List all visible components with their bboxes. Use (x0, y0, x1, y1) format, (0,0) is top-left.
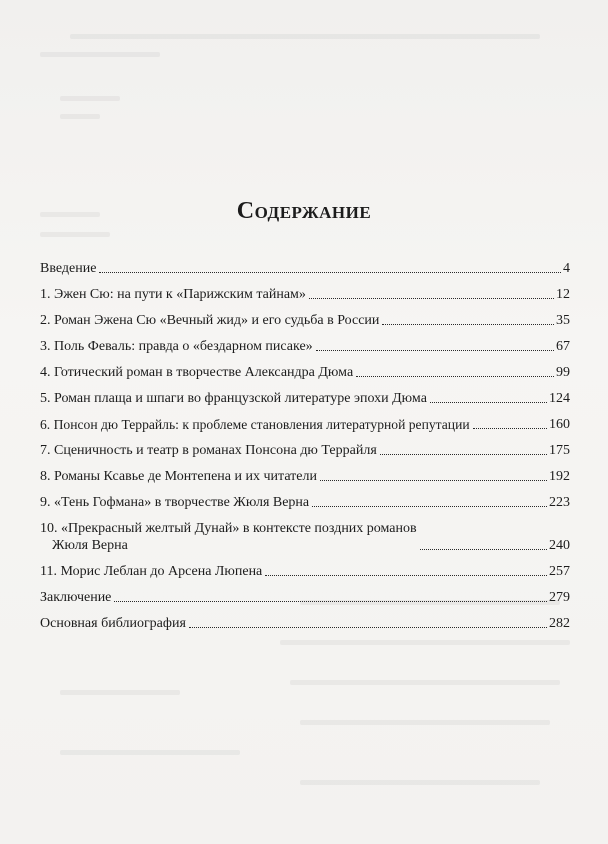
toc-entry-label: 3. Поль Феваль: правда о «бездарном писаке» (40, 339, 313, 354)
toc-entry[interactable] (40, 260, 570, 277)
toc-entry-page: 35 (556, 313, 570, 328)
toc-leader-dots (420, 548, 547, 550)
bleed-through (300, 780, 540, 785)
toc-leader-dots (473, 427, 547, 429)
toc-entry-label: 4. Готический роман в творчестве Александра Дюма (40, 365, 354, 380)
toc-entry-page: 279 (549, 590, 570, 605)
toc-leader-dots (356, 375, 554, 377)
bleed-through (60, 690, 180, 695)
toc-entry-label-line1: 10. «Прекрасный желтый Дунай» в контексте поздних романов (40, 521, 417, 536)
toc-entry-label: 6. Понсон дю Террайль: к проблеме становления литературной репутации (40, 417, 470, 432)
toc-entry[interactable] (40, 390, 570, 407)
toc-entry[interactable] (40, 364, 570, 381)
toc-entry-label: 5. Роман плаща и шпаги во французской литературе эпохи Дюма (40, 391, 427, 406)
toc-entry[interactable] (40, 286, 570, 303)
toc-leader-dots (309, 297, 554, 299)
toc-entry-page: 4 (563, 261, 570, 276)
toc-entry-label-line2: Жюля Верна (52, 538, 128, 553)
toc-entry-label (40, 520, 417, 554)
toc-entry[interactable] (40, 520, 570, 554)
table-of-contents (40, 260, 570, 632)
toc-entry-page: 223 (549, 495, 570, 510)
toc-entry-page: 12 (556, 287, 570, 302)
bleed-through (40, 232, 110, 237)
toc-entry-label: Основная библиография (40, 616, 186, 631)
toc-leader-dots (382, 323, 554, 325)
toc-entry-label: 7. Сценичность и театр в романах Понсона дю Террайля (40, 443, 377, 458)
toc-entry[interactable] (40, 563, 570, 580)
toc-entry-page: 192 (549, 469, 570, 484)
toc-entry-page: 175 (549, 443, 570, 458)
toc-leader-dots (430, 401, 547, 403)
toc-entry-page: 240 (549, 538, 570, 553)
toc-entry[interactable] (40, 615, 570, 632)
bleed-through (280, 640, 570, 645)
toc-entry-page: 282 (549, 616, 570, 631)
toc-entry-page: 124 (549, 391, 570, 406)
bleed-through (60, 750, 240, 755)
toc-leader-dots (114, 600, 547, 602)
toc-entry-label: 11. Морис Леблан до Арсена Люпена (40, 564, 263, 579)
toc-entry[interactable] (40, 589, 570, 606)
toc-entry-label: Заключение (40, 590, 112, 605)
toc-leader-dots (312, 505, 547, 507)
bleed-through (60, 114, 100, 119)
toc-leader-dots (320, 479, 547, 481)
toc-entry-page: 160 (549, 417, 570, 432)
toc-leader-dots (316, 349, 554, 351)
bleed-through (300, 720, 550, 725)
toc-leader-dots (265, 574, 547, 576)
toc-entry[interactable] (40, 442, 570, 459)
toc-entry[interactable] (40, 494, 570, 511)
toc-entry-page: 67 (556, 339, 570, 354)
toc-entry-label: 2. Роман Эжена Сю «Вечный жид» и его судьба в России (40, 313, 380, 328)
toc-leader-dots (380, 453, 547, 455)
toc-entry[interactable] (40, 416, 570, 433)
toc-entry-label: 8. Романы Ксавье де Монтепена и их читатели (40, 469, 317, 484)
toc-entry-page: 99 (556, 365, 570, 380)
toc-entry[interactable] (40, 312, 570, 329)
toc-entry-label: Введение (40, 261, 97, 276)
bleed-through (290, 680, 560, 685)
toc-entry[interactable] (40, 338, 570, 355)
toc-entry-label: 9. «Тень Гофмана» в творчестве Жюля Верна (40, 495, 310, 510)
bleed-through (40, 52, 160, 57)
page-title: Содержание (236, 198, 372, 224)
toc-leader-dots (99, 271, 561, 273)
bleed-through (70, 34, 540, 39)
toc-leader-dots (189, 626, 547, 628)
bleed-through (60, 96, 120, 101)
toc-entry-label: 1. Эжен Сю: на пути к «Парижским тайнам» (40, 287, 306, 302)
toc-entry[interactable] (40, 468, 570, 485)
toc-entry-page: 257 (549, 564, 570, 579)
